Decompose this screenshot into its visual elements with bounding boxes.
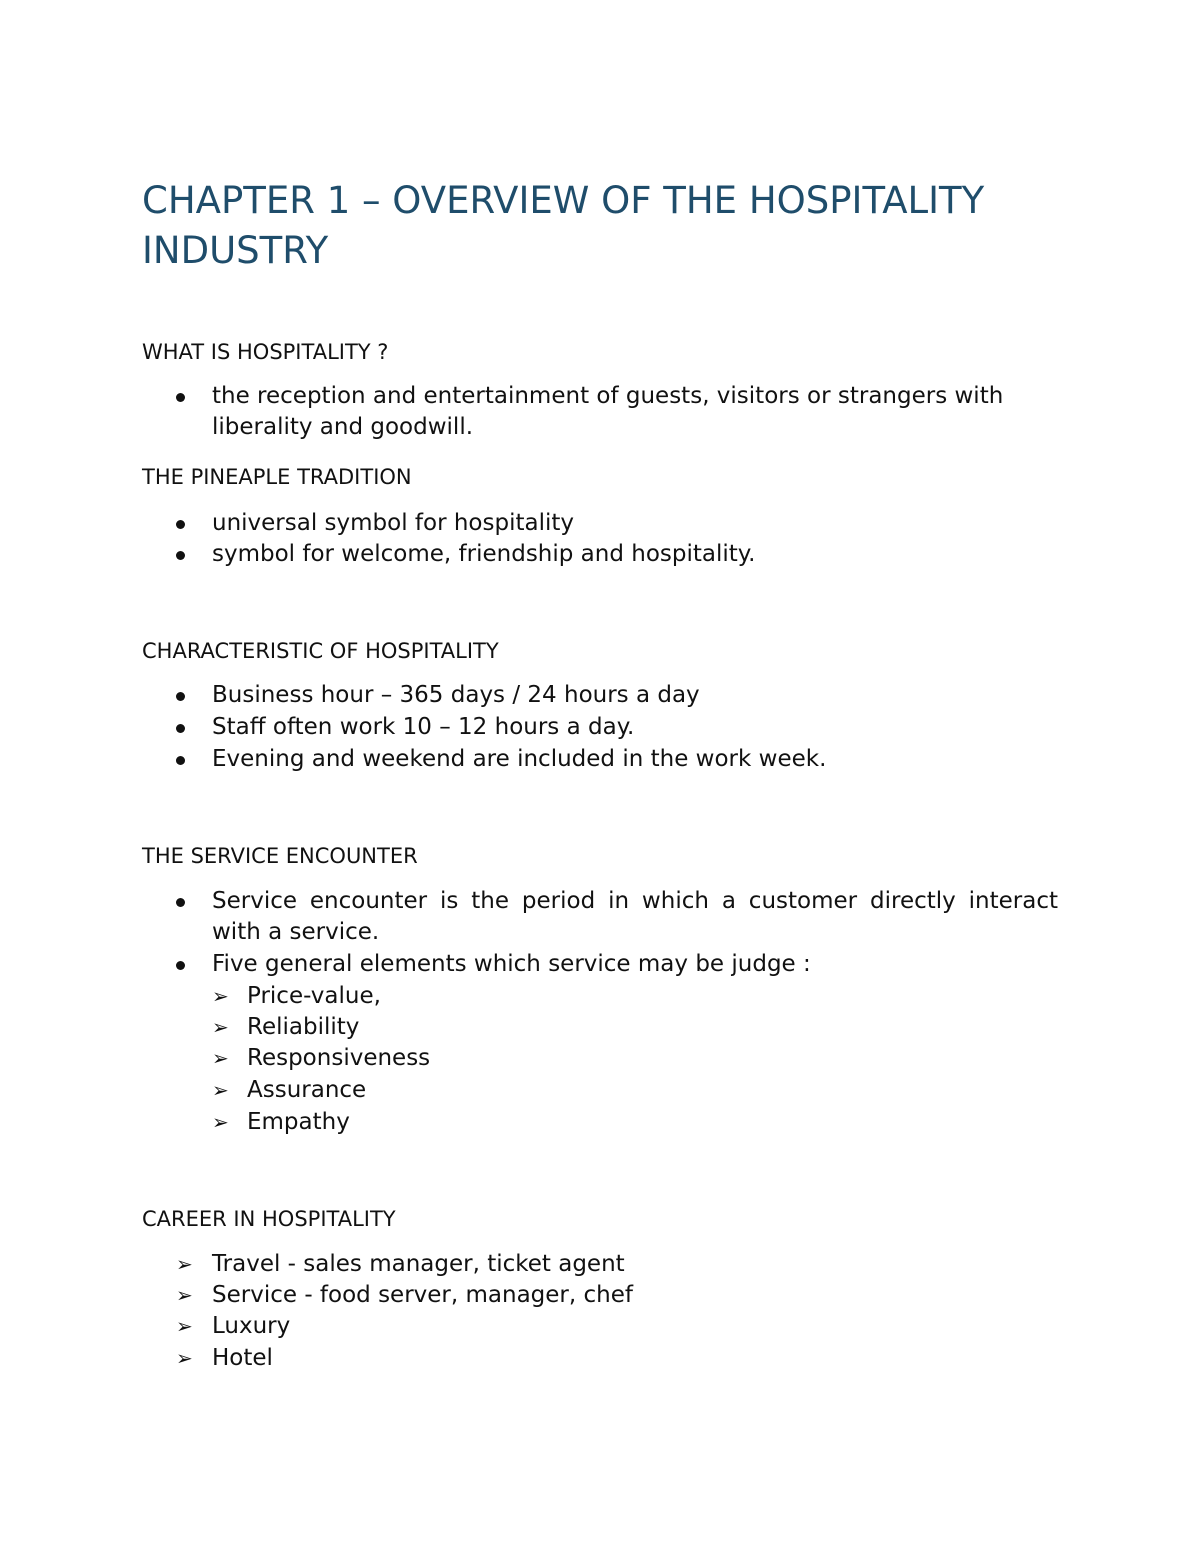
arrow-bullet-icon: ➢	[176, 1252, 193, 1276]
list-item: symbol for welcome, friendship and hospitality.	[212, 541, 756, 567]
arrow-bullet-icon: ➢	[176, 1346, 193, 1370]
arrow-bullet-icon: ➢	[212, 1046, 229, 1070]
arrow-bullet-icon: ➢	[212, 1110, 229, 1134]
bullet-dot	[176, 393, 185, 402]
bullet-dot	[176, 692, 185, 701]
list-item: Hotel	[212, 1345, 273, 1371]
section-heading-service-encounter: THE SERVICE ENCOUNTER	[142, 844, 418, 868]
section-heading-what-is-hospitality: WHAT IS HOSPITALITY ?	[142, 340, 389, 364]
list-item: the reception and entertainment of guests, visitors or strangers with liberality and goodwill.	[212, 383, 1004, 440]
list-item: Staff often work 10 – 12 hours a day.	[212, 714, 635, 740]
bullet-dot	[176, 520, 185, 529]
bullet-dot	[176, 898, 185, 907]
section-heading-career: CAREER IN HOSPITALITY	[142, 1207, 396, 1231]
page-title: CHAPTER 1 – OVERVIEW OF THE HOSPITALITY INDUSTRY	[142, 179, 985, 272]
sub-list-item: Responsiveness	[247, 1045, 431, 1071]
section-heading-pineapple-tradition: THE PINEAPLE TRADITION	[142, 465, 412, 489]
sub-list-item: Assurance	[247, 1077, 367, 1103]
arrow-bullet-icon: ➢	[212, 1078, 229, 1102]
list-item: Travel - sales manager, ticket agent	[212, 1251, 625, 1277]
sub-list-item: Reliability	[247, 1014, 360, 1040]
list-item: Evening and weekend are included in the work week.	[212, 746, 827, 772]
bullet-dot	[176, 756, 185, 765]
list-item: Five general elements which service may be judge :	[212, 951, 811, 977]
section-heading-characteristic: CHARACTERISTIC OF HOSPITALITY	[142, 639, 499, 663]
list-item: Luxury	[212, 1313, 291, 1339]
bullet-dot	[176, 961, 185, 970]
bullet-dot	[176, 724, 185, 733]
sub-list-item: Price-value,	[247, 983, 381, 1009]
list-item: Business hour – 365 days / 24 hours a day	[212, 682, 700, 708]
arrow-bullet-icon: ➢	[176, 1314, 193, 1338]
list-item: universal symbol for hospitality	[212, 510, 574, 536]
list-item: Service - food server, manager, chef	[212, 1282, 633, 1308]
list-item: Service encounter is the period in which a customer directly interact with a service.	[212, 888, 1058, 945]
arrow-bullet-icon: ➢	[176, 1283, 193, 1307]
arrow-bullet-icon: ➢	[212, 984, 229, 1008]
sub-list-item: Empathy	[247, 1109, 350, 1135]
bullet-dot	[176, 551, 185, 560]
arrow-bullet-icon: ➢	[212, 1015, 229, 1039]
